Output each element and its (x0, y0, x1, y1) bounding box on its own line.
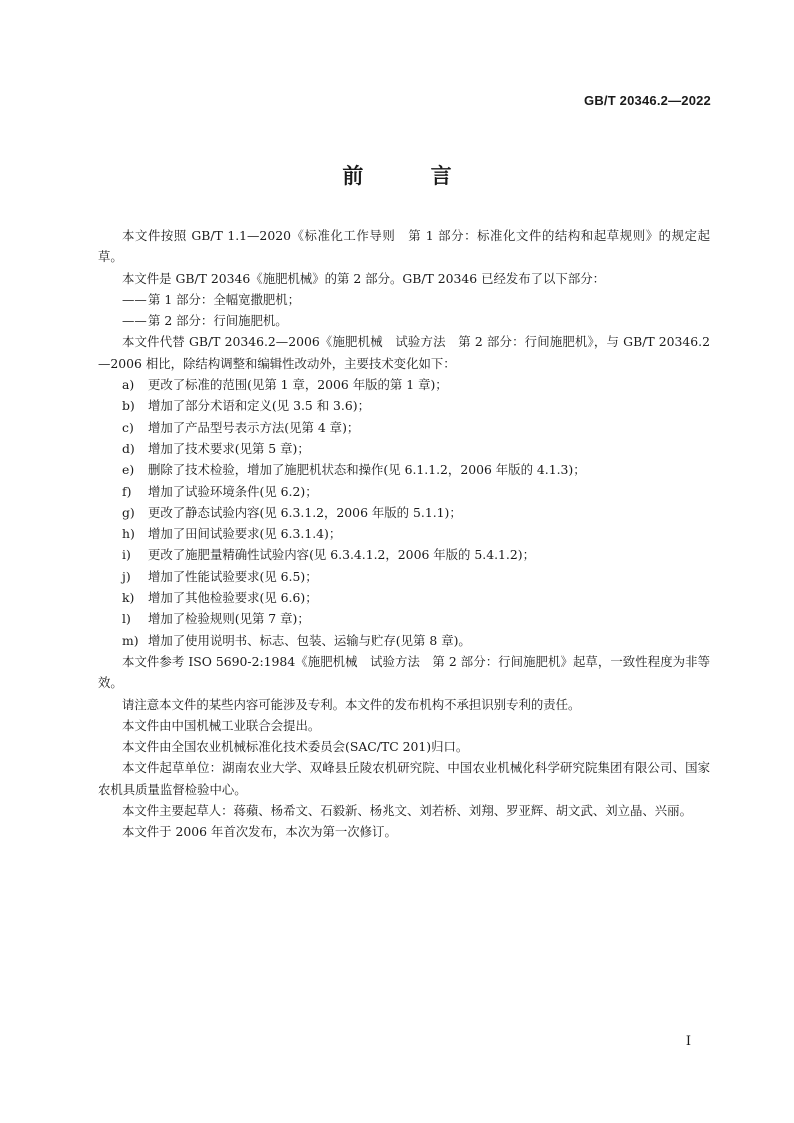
drafting-rule-paragraph: 本文件按照 GB/T 1.1—2020《标准化工作导则 第 1 部分：标准化文件的结构和起草规则》的规定起草。 (98, 228, 710, 265)
change-item-label: k) (122, 590, 135, 606)
change-item-label: e) (122, 462, 135, 478)
change-item-label: f) (122, 483, 132, 499)
committee-paragraph: 本文件由全国农业机械标准化技术委员会(SAC/TC 201)归口。 (122, 739, 469, 755)
change-item-label: b) (122, 398, 135, 414)
change-item-text: 更改了静态试验内容(见 6.3.1.2，2006 年版的 5.1.1)； (148, 504, 462, 520)
change-item (98, 481, 710, 502)
change-item (98, 459, 710, 480)
part-list-text: 第 2 部分：行间施肥机。 (148, 313, 288, 329)
change-item-label: l) (122, 611, 131, 627)
reference-paragraph: 本文件参考 ISO 5690-2:1984《施肥机械 试验方法 第 2 部分：行间施肥机》起草，一致性程度为非等效。 (98, 653, 710, 691)
drafters-paragraph: 本文件主要起草人：蒋蘋、杨希文、石毅新、杨兆文、刘若桥、刘翔、罗亚辉、胡文武、刘立晶、兴丽。 (122, 803, 692, 819)
dash-marker: —— (122, 313, 147, 329)
change-item-text: 增加了性能试验要求(见 6.5)； (148, 568, 318, 584)
part-statement-paragraph: 本文件是 GB/T 20346《施肥机械》的第 2 部分。GB/T 20346 已经发布了以下部分： (122, 270, 605, 286)
part-list-text: 第 1 部分：全幅宽撒肥机； (148, 291, 301, 307)
change-item (98, 608, 710, 629)
page-title: 前 言 (342, 164, 482, 188)
change-item-label: g) (122, 504, 135, 520)
change-item (98, 374, 710, 395)
change-item (98, 544, 710, 565)
publication-history-paragraph: 本文件于 2006 年首次发布，本次为第一次修订。 (122, 824, 397, 840)
change-item-text: 更改了标准的范围(见第 1 章，2006 年版的第 1 章)； (148, 377, 448, 393)
change-item-label: i) (122, 547, 131, 563)
change-item (98, 417, 710, 438)
standard-code: GB/T 20346.2—2022 (584, 93, 711, 108)
part-list-item (98, 289, 710, 310)
change-item-label: m) (122, 632, 139, 648)
change-item-text: 增加了其他检验要求(见 6.6)； (148, 590, 318, 606)
change-item (98, 438, 710, 459)
change-item-label: c) (122, 419, 134, 435)
foreword-body (98, 225, 710, 843)
change-item-text: 增加了使用说明书、标志、包装、运输与贮存(见第 8 章)。 (148, 632, 471, 648)
change-item-text: 增加了技术要求(见第 5 章)； (148, 440, 310, 456)
change-item-label: h) (122, 526, 135, 542)
part-list-item (98, 310, 710, 331)
change-item (98, 395, 710, 416)
change-item-text: 增加了试验环境条件(见 6.2)； (148, 483, 318, 499)
change-item (98, 566, 710, 587)
change-item-text: 增加了部分术语和定义(见 3.5 和 3.6)； (148, 398, 370, 414)
patent-notice-paragraph: 请注意本文件的某些内容可能涉及专利。本文件的发布机构不承担识别专利的责任。 (122, 696, 581, 712)
replacement-paragraph: 本文件代替 GB/T 20346.2—2006《施肥机械 试验方法 第 2 部分：行间施肥机》，与 GB/T 20346.2—2006 相比，除结构调整和编辑性改动外，主要技术变化如下： (98, 334, 710, 371)
change-item-text: 更改了施肥量精确性试验内容(见 6.3.4.1.2，2006 年版的 5.4.1.2)； (148, 547, 535, 563)
change-item (98, 630, 710, 651)
change-item-text: 增加了检验规则(见第 7 章)； (148, 611, 310, 627)
change-item-text: 增加了产品型号表示方法(见第 4 章)； (148, 419, 360, 435)
change-item (98, 523, 710, 544)
change-item-label: d) (122, 440, 135, 456)
change-item (98, 502, 710, 523)
change-item-label: j) (122, 568, 131, 584)
change-item-text: 删除了技术检验，增加了施肥机状态和操作(见 6.1.1.2，2006 年版的 4.1.3)； (148, 462, 586, 478)
change-item (98, 587, 710, 608)
drafting-units-paragraph: 本文件起草单位：湖南农业大学、双峰县丘陵农机研究院、中国农业机械化科学研究院集团有限公司、国家农机具质量监督检验中心。 (98, 760, 710, 797)
dash-marker: —— (122, 291, 147, 307)
change-item-text: 增加了田间试验要求(见 6.3.1.4)； (148, 526, 342, 542)
change-item-label: a) (122, 377, 135, 393)
proposer-paragraph: 本文件由中国机械工业联合会提出。 (122, 717, 321, 733)
page-number: I (685, 1034, 691, 1049)
